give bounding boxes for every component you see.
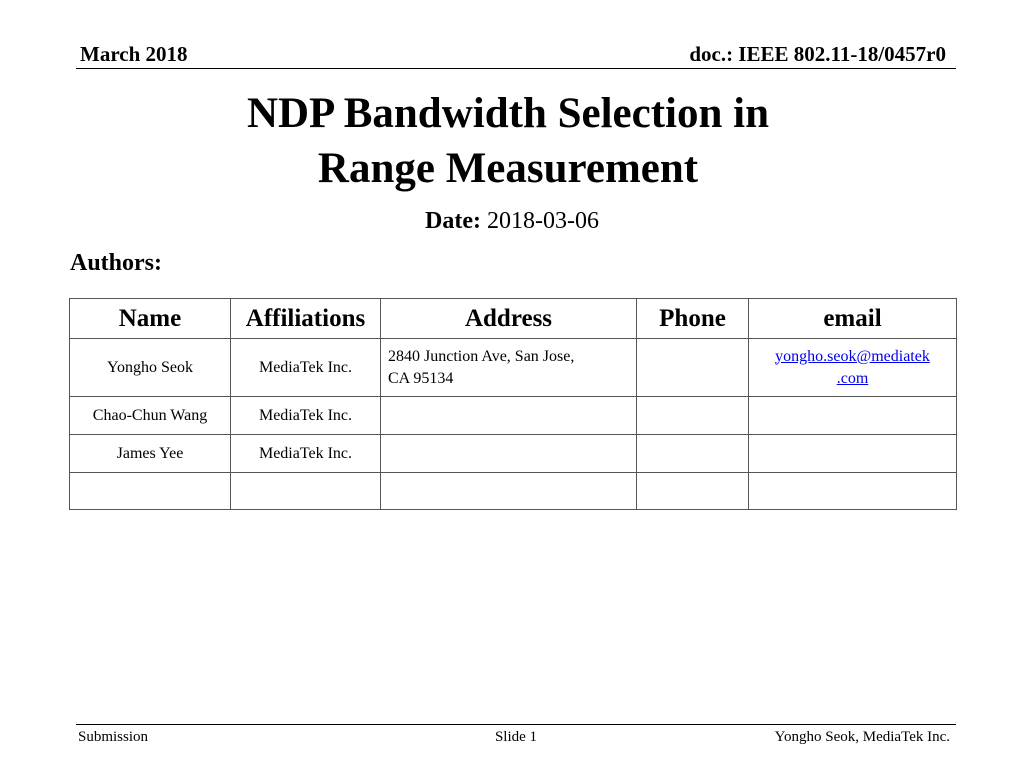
footer-author: Yongho Seok, MediaTek Inc.	[774, 729, 950, 745]
date-label: Date:	[425, 208, 481, 234]
col-header-affiliations: Affiliations	[231, 299, 381, 339]
cell-email	[749, 473, 957, 510]
cell-phone	[637, 435, 749, 473]
cell-address	[381, 397, 637, 435]
table-row	[70, 435, 957, 473]
cell-name: Chao-Chun Wang	[70, 397, 231, 435]
address-line-2: CA 95134	[388, 369, 454, 387]
table-header-row	[70, 299, 957, 339]
authors-heading: Authors:	[70, 250, 163, 276]
date-value: 2018-03-06	[486, 208, 599, 234]
table-row	[70, 339, 957, 397]
cell-address	[381, 473, 637, 510]
col-header-address: Address	[381, 299, 637, 339]
cell-affiliation: MediaTek Inc.	[231, 339, 381, 397]
col-header-email: email	[749, 299, 957, 339]
authors-table	[69, 298, 957, 510]
address-line-1: 2840 Junction Ave, San Jose,	[388, 347, 575, 365]
cell-name	[70, 473, 231, 510]
cell-name: Yongho Seok	[70, 339, 231, 397]
cell-phone	[637, 339, 749, 397]
slide-title-line-1: NDP Bandwidth Selection in	[246, 90, 770, 137]
email-link[interactable]	[775, 348, 930, 387]
header-date: March 2018	[80, 42, 188, 66]
table-row	[70, 473, 957, 510]
cell-address	[381, 339, 637, 397]
header-doc-id: doc.: IEEE 802.11-18/0457r0	[689, 42, 946, 66]
footer-submission: Submission	[78, 729, 149, 745]
cell-email	[749, 397, 957, 435]
email-line-2: .com	[836, 369, 869, 387]
footer-slide-number: Slide 1	[494, 729, 538, 745]
table-row	[70, 397, 957, 435]
cell-affiliation: MediaTek Inc.	[231, 435, 381, 473]
cell-affiliation: MediaTek Inc.	[231, 397, 381, 435]
col-header-name: Name	[70, 299, 231, 339]
cell-email	[749, 435, 957, 473]
footer-divider	[76, 724, 956, 725]
cell-affiliation	[231, 473, 381, 510]
header-divider	[76, 68, 956, 69]
cell-address	[381, 435, 637, 473]
col-header-phone: Phone	[637, 299, 749, 339]
cell-name: James Yee	[70, 435, 231, 473]
cell-phone	[637, 473, 749, 510]
date-line	[0, 207, 1024, 235]
slide-title-line-2: Range Measurement	[317, 145, 699, 192]
email-line-1: yongho.seok@mediatek	[775, 347, 930, 365]
cell-phone	[637, 397, 749, 435]
cell-email	[749, 339, 957, 397]
slide-title	[0, 86, 1016, 196]
